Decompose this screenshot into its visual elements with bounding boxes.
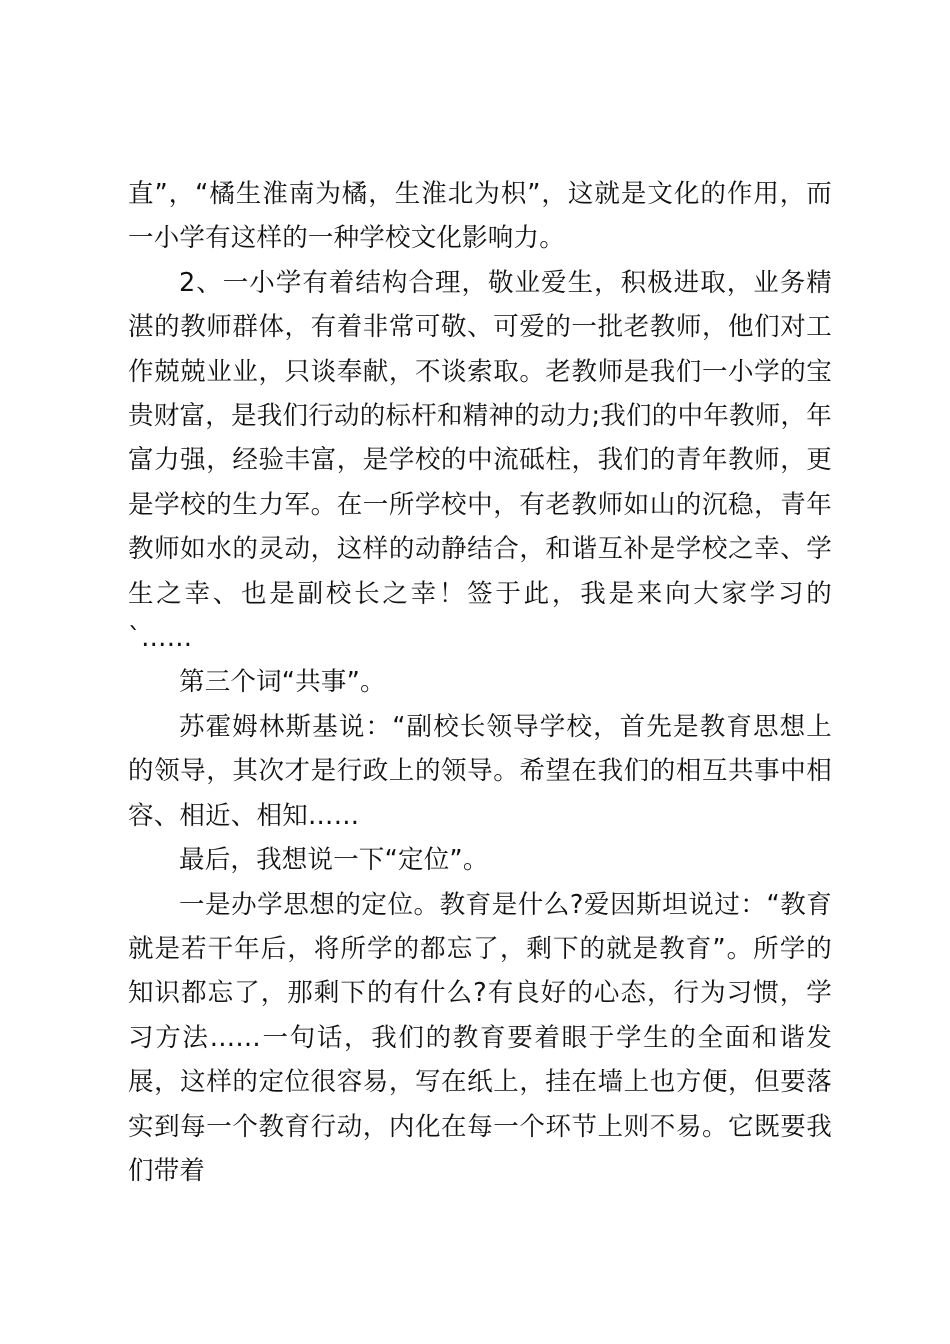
paragraph-third-word: 第三个词“共事”。 [179, 667, 386, 698]
paragraph-finally: 最后，我想说一下“定位”。 [179, 845, 489, 876]
paragraph-continuation: 直”，“橘生淮南为橘，生淮北为枳”，这就是文化的作用，而一小学有这样的一种学校文化影响力。 [128, 179, 832, 254]
paragraph-positioning: 一是办学思想的定位。教育是什么?爱因斯坦说过：“教育就是若干年后，将所学的都忘了，剩下的就是教育”。所学的知识都忘了，那剩下的有什么?有良好的心态，行为习惯，学习方法……一句话，我们的教育要着眼于学生的全面和谐发展，这样的定位很容易，写在纸上，挂在墙上也方便，但要落实到每一个教育行动，内化在每一个环节上则不易。它既要我们带着 [128, 889, 832, 1186]
paragraph-teachers: 2、一小学有着结构合理，敬业爱生，积极进取，业务精湛的教师群体，有着非常可敬、可爱的一批老教师，他们对工作兢兢业业，只谈奉献，不谈索取。老教师是我们一小学的宝贵财富，是我们行动的标杆和精神的动力;我们的中年教师，年富力强，经验丰富，是学校的中流砥柱，我们的青年教师，更是学校的生力军。在一所学校中，有老教师如山的沉稳，青年教师如水的灵动，这样的动静结合，和谐互补是学校之幸、学生之幸、也是副校长之幸！签于此，我是来向大家学习的`…… [128, 267, 832, 654]
paragraph-quote: 苏霍姆林斯基说：“副校长领导学校，首先是教育思想上的领导，其次才是行政上的领导。希望在我们的相互共事中相容、相近、相知…… [128, 711, 832, 831]
document-body [128, 172, 832, 1193]
